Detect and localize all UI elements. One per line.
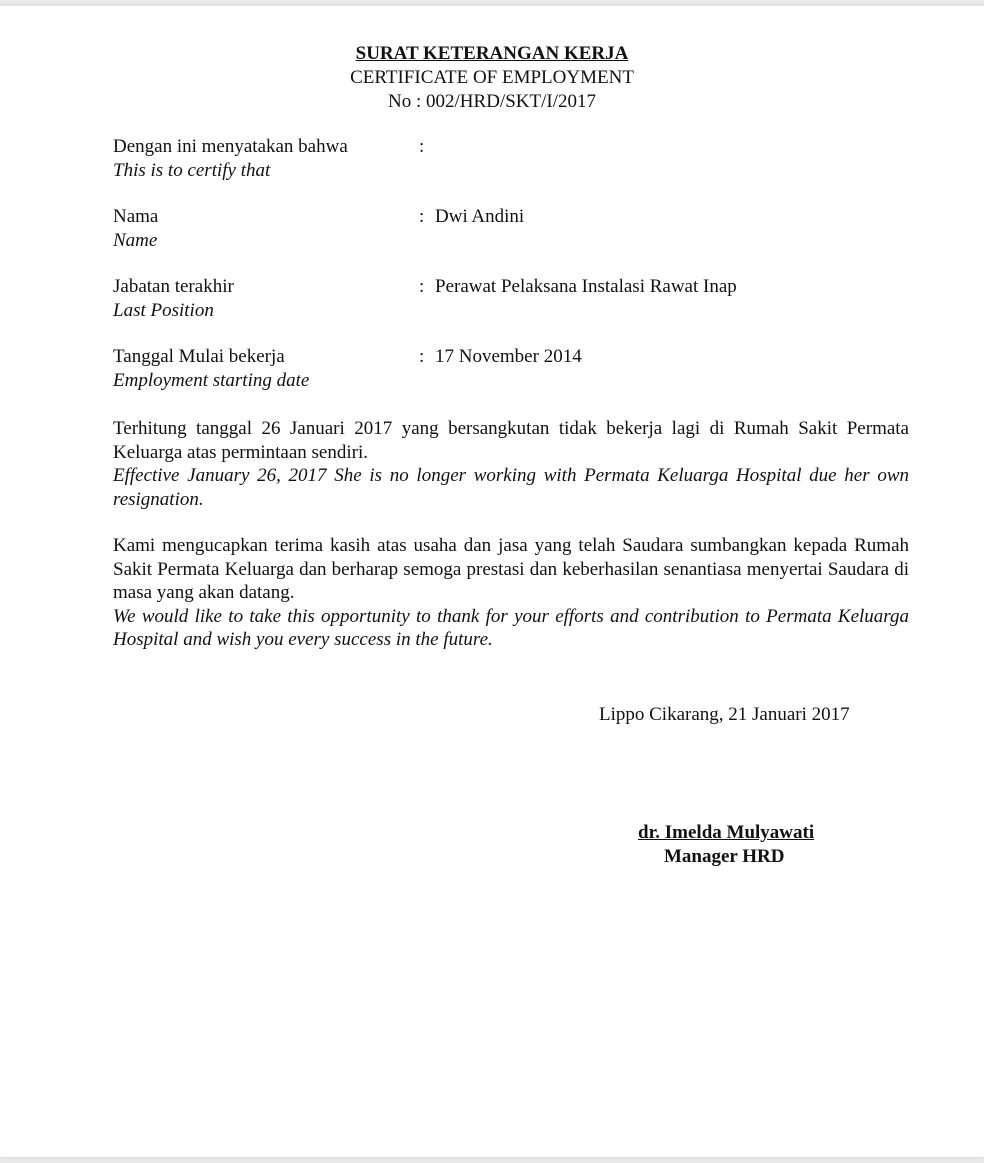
document-number: No : 002/HRD/SKT/I/2017 [388, 91, 596, 112]
field-label-en: Last Position [113, 300, 214, 321]
field-value: Dwi Andini [435, 206, 525, 227]
field-colon: : [419, 346, 425, 367]
signer-title: Manager HRD [664, 846, 785, 867]
paragraph-id: Kami mengucapkan terima kasih atas usaha dan jasa yang telah Saudara sumbangkan kepada Rumah Sakit Permata Keluarga dan berharap semoga prestasi dan keberhasilan senantiasa menyertai Saudara di masa yang akan datang. [113, 535, 909, 603]
field-value: Perawat Pelaksana Instalasi Rawat Inap [435, 276, 737, 297]
paragraph-en: Effective January 26, 2017 She is no longer working with Permata Keluarga Hospital due her own resignation. [113, 465, 909, 510]
signature-block [638, 821, 814, 869]
field-colon: : [419, 206, 425, 227]
field-value: 17 November 2014 [435, 346, 582, 367]
document-title: SURAT KETERANGAN KERJA [355, 43, 629, 64]
field-label-en: Employment starting date [113, 370, 310, 391]
document-subtitle: CERTIFICATE OF EMPLOYMENT [350, 67, 634, 88]
field-colon: : [419, 136, 425, 157]
place-date: Lippo Cikarang, 21 Januari 2017 [599, 704, 850, 725]
document-header [0, 42, 984, 114]
field-label: Tanggal Mulai bekerja [113, 346, 285, 367]
field-label: Nama [113, 206, 159, 227]
paragraph-effective-date [113, 417, 909, 511]
paragraph-en: We would like to take this opportunity to thank for your efforts and contribution to Permata Keluarga Hospital and wish you every success in the future. [113, 605, 909, 650]
field-colon: : [419, 276, 425, 297]
field-label: Dengan ini menyatakan bahwa [113, 136, 348, 157]
signer-name: dr. Imelda Mulyawati [638, 822, 815, 843]
field-label-en: Name [113, 230, 158, 251]
field-label: Jabatan terakhir [113, 276, 234, 297]
paragraph-id: Terhitung tanggal 26 Januari 2017 yang bersangkutan tidak bekerja lagi di Rumah Sakit Permata Keluarga atas permintaan sendiri. [113, 418, 909, 463]
document-page [0, 6, 984, 1157]
paragraph-thanks [113, 534, 909, 652]
field-label-en: This is to certify that [113, 160, 271, 181]
